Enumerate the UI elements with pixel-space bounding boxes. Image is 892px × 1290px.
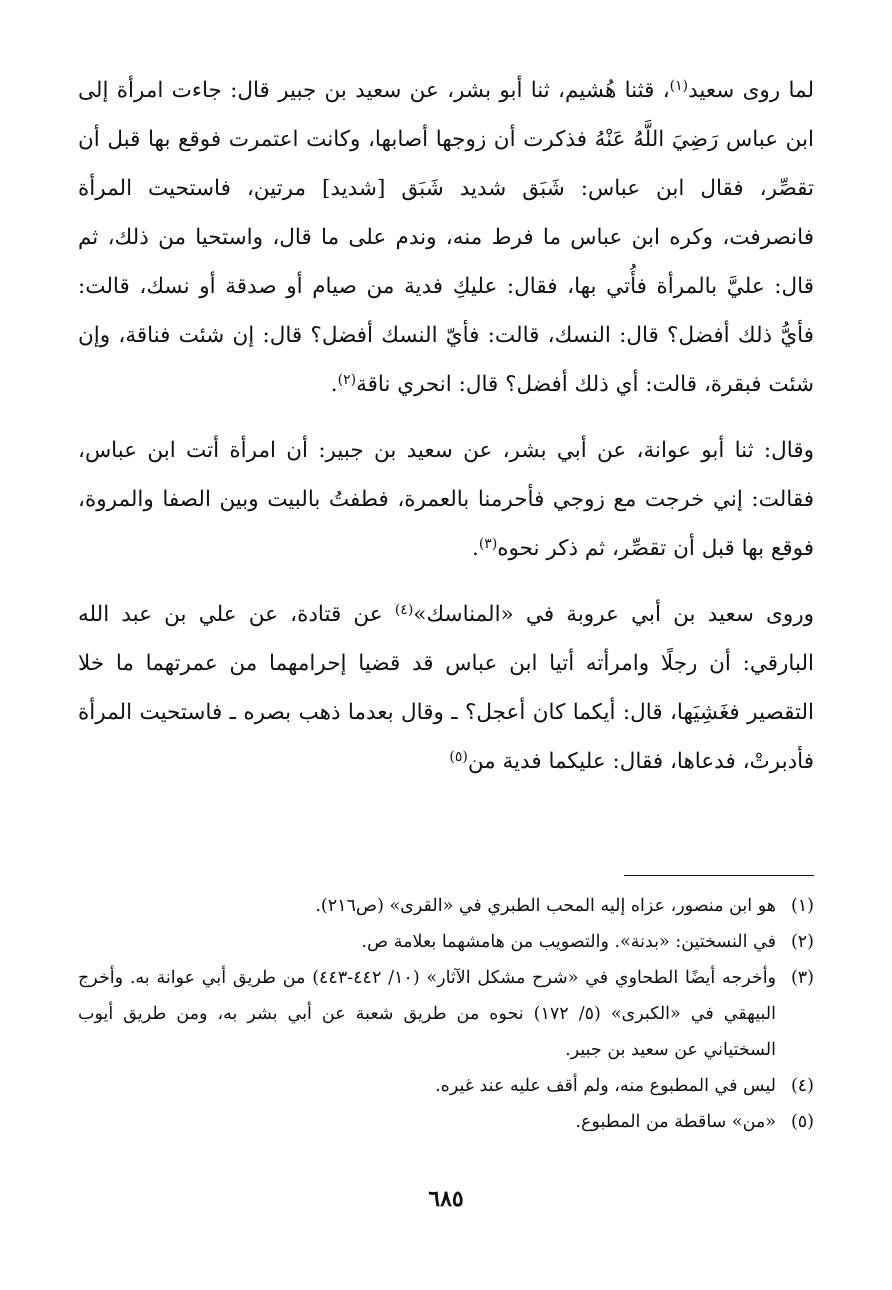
footnote-separator <box>624 875 814 876</box>
footnote-number: (٤) <box>790 1076 814 1096</box>
paragraph-2 <box>78 426 814 573</box>
paragraph-3-text: وروى سعيد بن أبي عروبة في «المناسك» <box>413 602 815 627</box>
paragraph-1-rest: ، قثنا هُشيم، ثنا أبو بشر، عن سعيد بن جبير قال: جاءت امرأة إلى ابن عباس رَضِيَ اللَّهُ عَنْهُ فذكرت أن زوجها أصابها، وكانت اعتمرت فوقع بها قبل أن تقصِّر، فقال ابن عباس: شَبَق شديد شَبَق [شديد] مرتين، فاستحيت المرأة فانصرفت، وكره ابن عباس ما فرط منه، وندم على ما قال، واستحيا من ذلك، ثم قال: عليَّ بالمرأة فأُتي بها، فقال: عليكِ فدية من صيام أو صدقة أو نسك، قالت: فأيُّ ذلك أفضل؟ قال: النسك، قالت: فأيّ النسك أفضل؟ قال: إن شئت فناقة، وإن شئت فبقرة، قالت: أي ذلك أفضل؟ قال: انحري ناقة <box>78 78 814 397</box>
footnote-text: «من» ساقطة من المطبوع. <box>575 1112 776 1132</box>
footnote-5 <box>78 1104 814 1140</box>
footnote-1 <box>78 888 814 924</box>
paragraph-1 <box>78 66 814 409</box>
footnote-ref-1[interactable]: (١) <box>669 78 689 94</box>
footnote-text: في النسختين: «بدنة». والتصويب من هامشهما بعلامة ص. <box>361 932 776 952</box>
paragraph-2-text: وقال: ثنا أبو عوانة، عن أبي بشر، عن سعيد بن جبير: أن امرأة أتت ابن عباس، فقالت: إني خرجت مع زوجي فأحرمنا بالعمرة، فطفتُ بالبيت وبين الصفا والمروة، فوقع بها قبل أن تقصِّر، ثم ذكر نحوه <box>78 438 814 561</box>
footnote-ref-3[interactable]: (٣) <box>478 536 498 552</box>
page-number: ٦٨٥ <box>428 1186 464 1212</box>
footnote-text: وأخرجه أيضًا الطحاوي في «شرح مشكل الآثار» (١٠/ ٤٤٢-٤٤٣) من طريق أبي عوانة به. وأخرج البيهقي في «الكبرى» (٥/ ١٧٢) نحوه من طريق شعبة عن أبي بشر به، ومن طريق أيوب السختياني عن سعيد بن جبير. <box>78 968 777 1060</box>
footnote-ref-2[interactable]: (٢) <box>337 372 357 388</box>
paragraph-2-end: . <box>471 536 479 561</box>
footnote-ref-4[interactable]: (٤) <box>394 602 414 618</box>
paragraph-1-text: لما روى سعيد <box>688 78 815 103</box>
footnote-text: هو ابن منصور، عزاه إليه المحب الطبري في «القرى» (ص٢١٦). <box>315 896 776 916</box>
footnote-3 <box>78 960 814 1068</box>
paragraph-3-rest: عن قتادة، عن علي بن عبد الله البارقي: أن رجلًا وامرأته أتيا ابن عباس قد قضيا إحرامهما من عمرتهما ما خلا التقصير فغَشِيَها، قال: أيكما كان أعجل؟ ـ وقال بعدما ذهب بصره ـ فاستحيت المرأة فأدبرتْ، فدعاها، فقال: عليكما فدية من <box>78 602 814 774</box>
footnote-4 <box>78 1068 814 1104</box>
paragraph-1-end: . <box>330 372 338 397</box>
footnotes <box>78 888 814 1140</box>
main-text <box>78 66 814 786</box>
footnote-number: (٢) <box>790 932 814 952</box>
footnote-number: (٣) <box>790 968 814 988</box>
footnote-number: (١) <box>790 896 814 916</box>
footnote-2 <box>78 924 814 960</box>
footnote-text: ليس في المطبوع منه، ولم أقف عليه عند غيره. <box>435 1076 776 1096</box>
footnote-ref-5[interactable]: (٥) <box>449 749 468 765</box>
footnote-number: (٥) <box>790 1112 814 1132</box>
paragraph-3 <box>78 590 814 786</box>
book-page <box>78 66 814 1266</box>
